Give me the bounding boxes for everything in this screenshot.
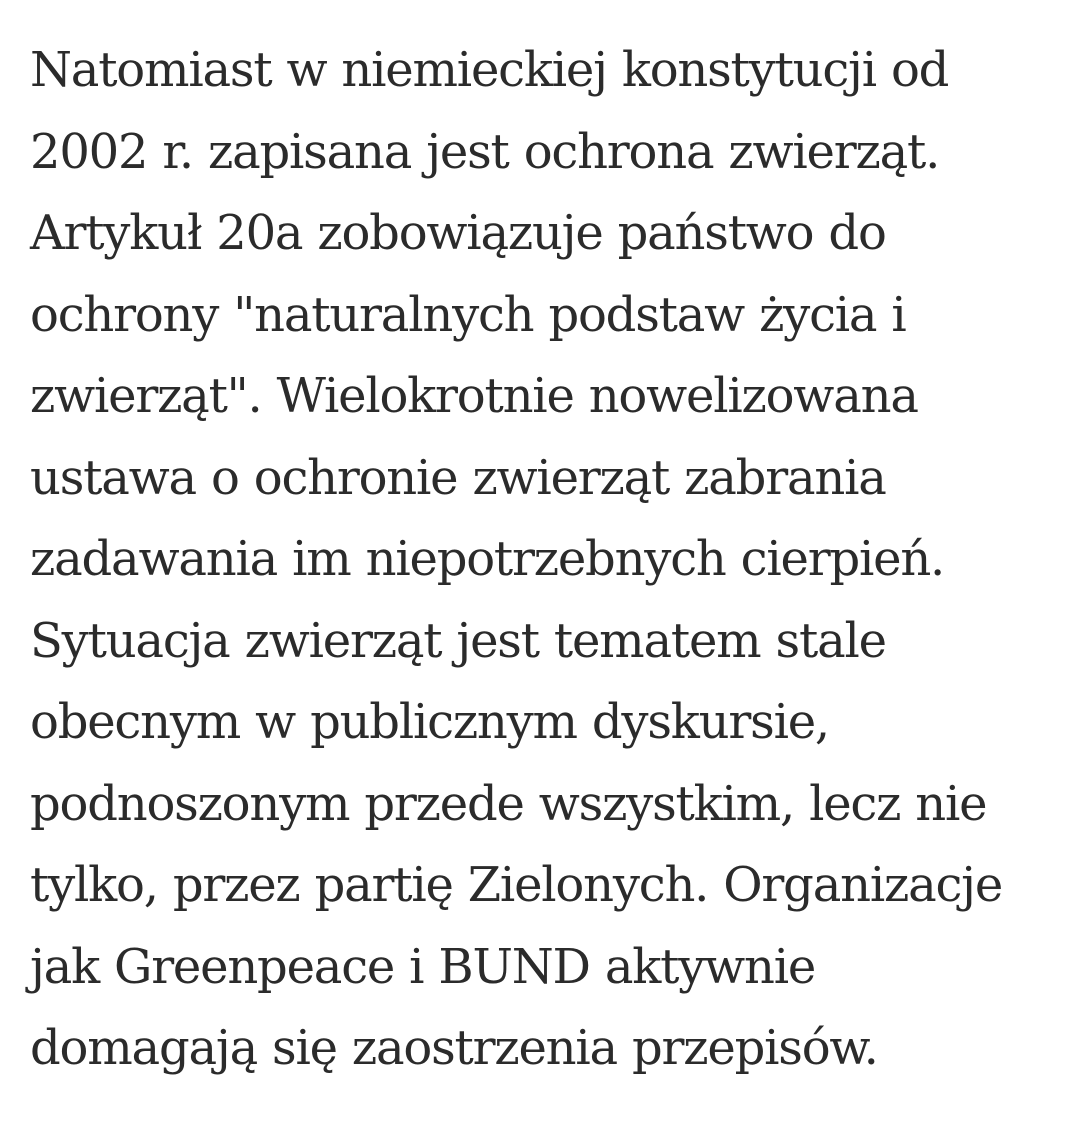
paragraph-line: Artykuł 20a zobowiązuje państwo do bbox=[30, 205, 886, 261]
paragraph-line: zwierząt". Wielokrotnie nowelizowana bbox=[30, 368, 918, 424]
paragraph-line: Natomiast w niemieckiej konstytucji od bbox=[30, 42, 949, 98]
paragraph-line: obecnym w publicznym dyskursie, bbox=[30, 694, 829, 750]
paragraph-line: domagają się zaostrzenia przepisów. bbox=[30, 1020, 878, 1076]
paragraph-line: zadawania im niepotrzebnych cierpień. bbox=[30, 531, 945, 587]
paragraph-line: Sytuacja zwierząt jest tematem stale bbox=[30, 612, 886, 669]
paragraph-line: jak Greenpeace i BUND aktywnie bbox=[30, 938, 816, 995]
paragraph-line: tylko, przez partię Zielonych. Organizacje bbox=[30, 857, 1003, 913]
paragraph-line: 2002 r. zapisana jest ochrona zwierząt. bbox=[30, 123, 940, 180]
paragraph-line: ustawa o ochronie zwierząt zabrania bbox=[30, 449, 886, 506]
paragraph-line: podnoszonym przede wszystkim, lecz nie bbox=[30, 775, 987, 832]
paragraph-line: ochrony "naturalnych podstaw życia i bbox=[30, 286, 906, 343]
article-paragraph bbox=[30, 30, 1050, 1090]
